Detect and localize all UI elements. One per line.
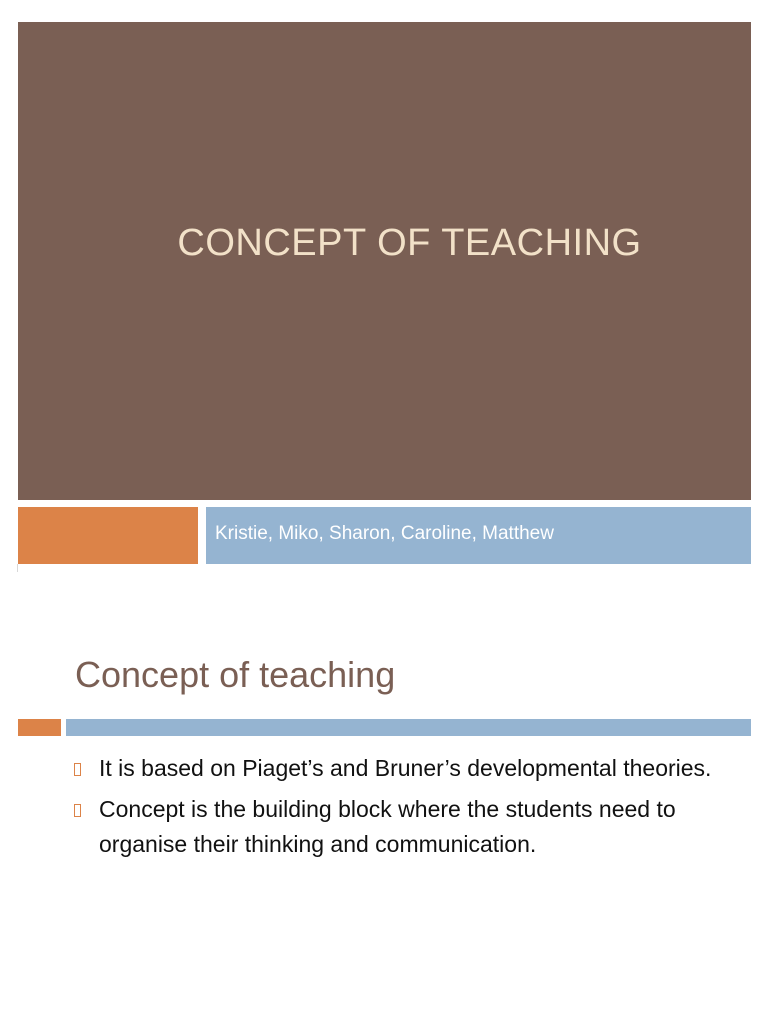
bullet-list bbox=[74, 751, 724, 868]
bullet-text: Concept is the building block where the students need to organise their thinking and communication. bbox=[99, 796, 676, 857]
list-item bbox=[74, 792, 724, 862]
list-item bbox=[74, 751, 724, 786]
title-accent-orange bbox=[18, 507, 198, 564]
slide-authors: Kristie, Miko, Sharon, Caroline, Matthew bbox=[215, 523, 554, 544]
slide-title: CONCEPT OF TEACHING bbox=[177, 222, 642, 264]
title-slide-panel bbox=[18, 22, 751, 500]
heading-accent-orange bbox=[18, 719, 61, 736]
title-accent-blue bbox=[206, 507, 751, 564]
heading-accent-blue bbox=[66, 719, 751, 736]
slide-edge-line bbox=[17, 564, 18, 572]
bullet-icon bbox=[74, 763, 81, 776]
slide-heading: Concept of teaching bbox=[75, 654, 396, 695]
bullet-text: It is based on Piaget’s and Bruner’s developmental theories. bbox=[99, 755, 712, 781]
bullet-icon bbox=[74, 804, 81, 817]
